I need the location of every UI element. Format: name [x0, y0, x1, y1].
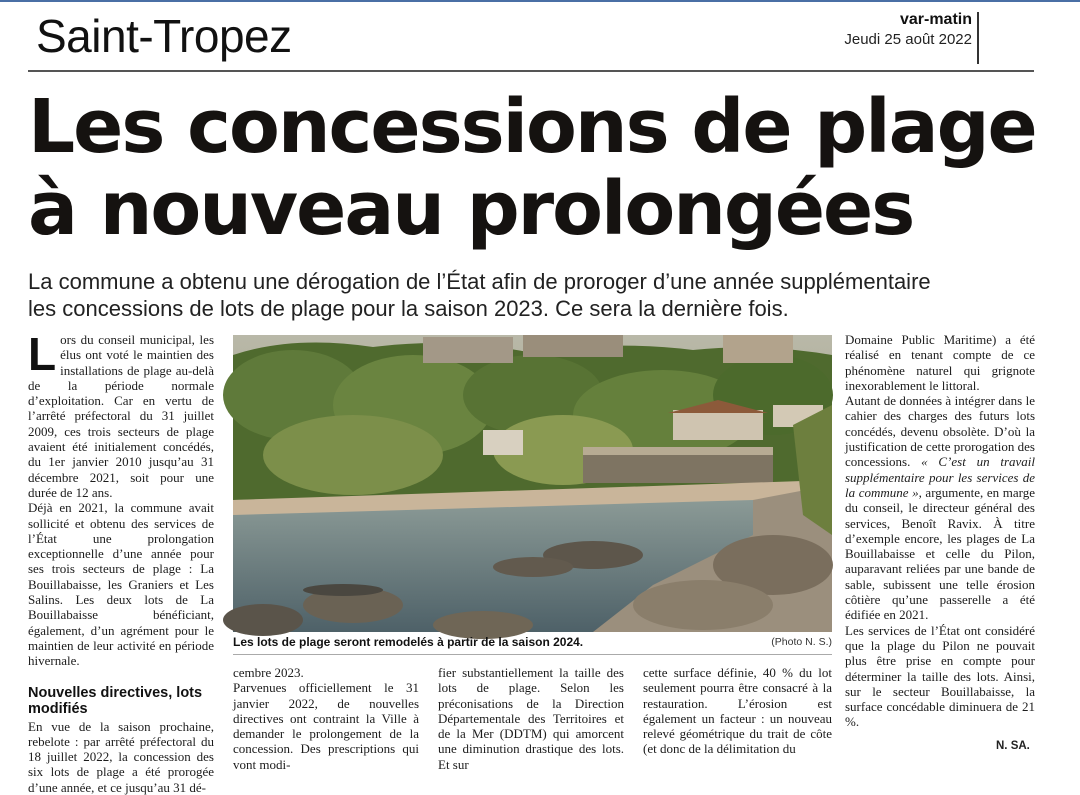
section-title: Saint-Tropez: [36, 10, 292, 62]
paragraph-text: Autant de données à intégrer dans le cahier des charges des futurs lots concédés, devenu obsolète. D’où la justification de cette prorogation des concessions.: [845, 393, 1035, 470]
article-column-1: [28, 328, 214, 795]
paragraph-text: , argumente, en marge du conseil, le directeur général des services, Benoît Ravix. À titre d’exemple encore, les plages de La Bouillabaisse et celle du Pilon, auparavant reliées par une bande de sable, subissent une telle érosion côtière qu’une passerelle a été édifiée en 2021.: [845, 484, 1035, 623]
headline-line-1: Les concessions de plage: [28, 84, 1036, 170]
paragraph: Les services de l’État ont considéré que la plage du Pilon ne pouvait plus être prise en compte pour déterminer la taille des lots. Ainsi, sur le secteur Bouillabaisse, la surface concédable diminuera de 21 %.: [845, 622, 1035, 730]
paragraph: Déjà en 2021, la commune avait sollicité et obtenu des services de l’État une prolongation exceptionnelle d’une année pour ses trois secteurs de plage : La Bouillabaisse, les Graniers et Les Salins. Les deux lots de La Bouillabaisse bénéficiant, également, d’un agrément pour le maintien de leur activité en période hivernale.: [28, 500, 214, 669]
publication-date: Jeudi 25 août 2022: [844, 31, 972, 48]
lead-line-2: les concessions de lots de plage pour la saison 2023. Ce sera la dernière fois.: [28, 296, 789, 321]
photo-caption: [233, 635, 832, 649]
paragraph-text: ors du conseil municipal, les élus ont voté le maintien des installations de plage au-delà de la période normale d’exploitation. Car en vertu de l’arrêté préfectoral du 31 juillet 2009, ces trois secteurs de plage avaient été initialement concédés, du 1er janvier 2010 jusqu’au 31 décembre 2021, soit pour une durée de 12 ans.: [28, 332, 214, 500]
paragraph: fier substantiellement la taille des lots de plage. Selon les préconisations de la Direction Départementale des Territoires et de la Mer (DDTM) qui amorcent une diminution drastique des lots. Et sur: [438, 665, 624, 772]
beach-photo: [233, 335, 832, 632]
article-column-right: [845, 332, 1035, 730]
header-divider: [977, 12, 979, 64]
quote: « C’est un travail supplémentaire pour les services de la commune »: [845, 454, 1036, 500]
paragraph: Domaine Public Maritime) a été réalisé en tenant compte de ce phénomène naturel qui grignote inexorablement le littoral.: [845, 332, 1035, 393]
paragraph: Parvenues officiellement le 31 janvier 2022, de nouvelles directives ont contraint la Ville à demander le prolongement de la concession. Des prescriptions qui vont modi-: [233, 680, 419, 772]
publication-name: var-matin: [899, 11, 972, 28]
article-column-4: [643, 665, 832, 757]
paragraph: [28, 328, 214, 500]
lead-line-1: La commune a obtenu une dérogation de l’État afin de proroger d’une année supplémentaire: [28, 269, 931, 294]
article-column-3: [438, 665, 624, 772]
publication-block: [844, 10, 972, 50]
author-signature: N. SA.: [996, 740, 1030, 752]
lead-paragraph: [28, 268, 1048, 322]
paragraph: cembre 2023.: [233, 665, 304, 680]
caption-text: Les lots de plage seront remodelés à partir de la saison 2024.: [233, 635, 584, 649]
paragraph: cette surface définie, 40 % du lot seulement pourra être consacré à la restauration. L’érosion est également un facteur : un nouveau relevé géométrique du trait de côte (et donc de la délimitation du: [643, 665, 832, 757]
top-rule: [0, 0, 1080, 2]
article-column-2: [233, 665, 419, 772]
paragraph: [845, 393, 1035, 622]
header-rule: [28, 70, 1034, 72]
caption-rule: [233, 654, 832, 655]
photo-credit: (Photo N. S.): [771, 636, 832, 648]
headline-line-2: à nouveau prolongées: [28, 166, 914, 252]
headline: [28, 86, 1048, 250]
subheading: Nouvelles directives, lots modifiés: [28, 684, 203, 717]
drop-cap: L: [28, 328, 57, 380]
paragraph: En vue de la saison prochaine, rebelote : par arrêté préfectoral du 18 juillet 2022, la concession des six lots de plage a été prorogée d’une année, et ce jusqu’au 31 dé-: [28, 718, 214, 795]
